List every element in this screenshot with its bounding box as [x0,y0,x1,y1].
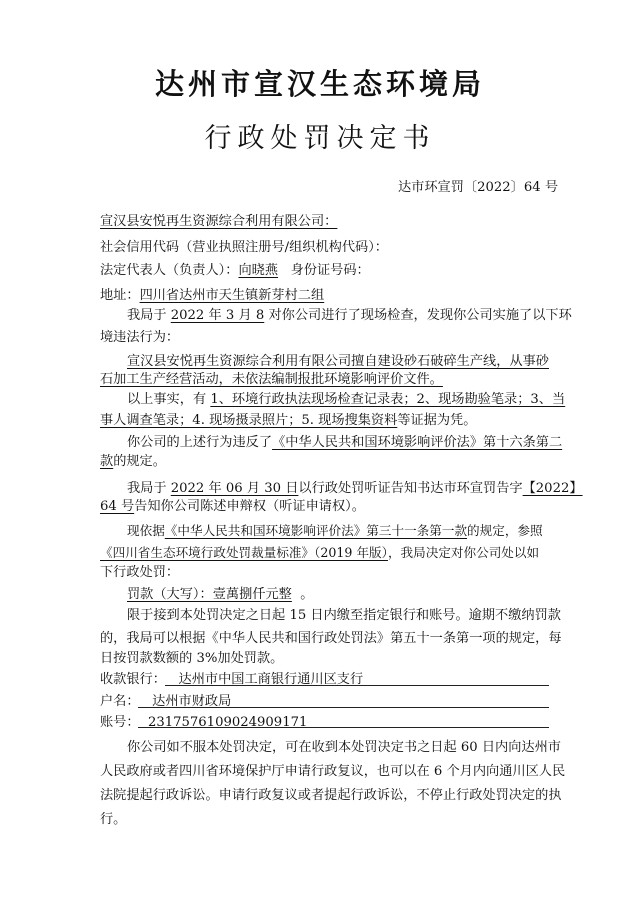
law-post: 的规定。 [113,454,166,469]
basis-post: ，我局决定对你公司处以如 [387,545,540,560]
account-name-underline [138,707,549,708]
evidence-line-2 [100,409,476,428]
account-name-label: 户名： [100,694,140,709]
id-number-label: 身份证号码： [290,263,370,278]
notice-pre: 我局于 [127,481,167,496]
legal-rep-name: 向晓燕 [238,263,279,278]
law-reference: 《中华人民共和国环境影响评价法》第十六条第二 [272,435,563,450]
evidence-list-2: 事人调查笔录；4. 现场摄录照片；5. 现场搜集资料 [100,413,398,428]
bank-underline [165,685,549,686]
appeal-line-4: 行。 [100,812,127,827]
fine-amount: 罚款（大写）：壹萬捌仟元整 [127,587,292,602]
hearing-notice-cont [100,495,365,514]
basis-law: 《中华人民共和国环境影响评价法》第三十一条第一款 [164,523,468,538]
law-pre: 你公司的上述行为违反了 [127,435,273,450]
penalty-basis-cont [100,542,539,561]
party-name: 宣汉县安悦再生资源综合利用有限公司： [100,214,338,229]
law-reference-cont: 款 [100,454,114,469]
payment-line-2: 的，我局可以根据《中华人民共和国行政处罚法》第五十一条第一项的规定，每 [100,631,562,646]
appeal-line-3: 法院提起行政诉讼。申请行政复议或者提起行政诉讼，不停止行政处罚决定的执 [100,788,562,803]
bank-name: 达州市中国工商银行通川区支行 [178,672,364,687]
penalty-basis-end: 下行政处罚： [100,565,180,580]
legal-representative-line [100,259,370,278]
credit-code-label: 社会信用代码（营业执照注册号/组织机构代码）： [100,240,388,255]
account-number-label: 账号： [100,715,140,730]
appeal-line-2: 人民政府或者四川省环境保护厅申请行政复议，也可以在 6 个月内向通川区人民 [100,764,566,779]
hearing-notice-line [127,477,583,496]
account-name: 达州市财政局 [152,694,232,709]
notice-date: 2022 年 06 月 30 日 [170,481,299,496]
address-value: 四川省达州市天生镇新芽村二组 [139,288,325,303]
notice-mid: 以行政处罚听证告知书达市环宣罚告字 [298,481,523,496]
address-label: 地址： [100,288,140,303]
account-number: 2317576109024909171 [147,715,308,730]
account-number-underline [138,727,549,728]
basis-mid: 的规定，参照 [467,523,543,538]
legal-rep-label: 法定代表人（负责人）： [100,263,239,278]
fine-amount-line [127,583,313,602]
notice-post: 告知你公司陈述申辩权（听证申请权）。 [134,499,365,514]
appeal-line-1: 你公司如不服本处罚决定，可在收到本处罚决定书之日起 60 日内向达州市 [127,740,561,755]
law-violated-line [127,431,562,450]
notice-ref: 【2022】 [522,481,583,496]
evidence-post: 等证据为凭。 [397,413,477,428]
inspection-paragraph [127,304,572,323]
document-number: 达市环宣罚〔2022〕64 号 [398,180,559,195]
basis-standard: 《四川省生态环境行政处罚裁量标准》（2019 年版） [100,545,388,560]
law-violated-cont [100,450,166,469]
violation-line-2: 石加工生产经营活动，未依法编制报批环境影响评价文件。 [100,372,443,387]
payment-line-1: 限于接到本处罚决定之日起 15 日内缴至指定银行和账号。逾期不缴纳罚款 [127,608,561,623]
evidence-list-1: 1、环境行政执法现场检查记录表；2、现场勘验笔录；3、当 [210,392,566,407]
document-type-title: 行政处罚决定书 [204,123,436,154]
fine-end: 。 [300,587,314,602]
inspection-post: 对你公司进行了现场检查，发现你公司实施了以下环 [268,308,572,323]
notice-ref-number: 64 号 [100,499,135,514]
inspection-date: 2022 年 3 月 8 [170,308,265,323]
violation-line-1: 宣汉县安悦再生资源综合利用有限公司擅自建设砂石破碎生产线，从事砂 [127,354,549,369]
bank-label: 收款银行： [100,672,166,687]
document-org-title: 达州市宣汉生态环境局 [154,67,485,101]
evidence-pre: 以上事实，有 [127,392,207,407]
evidence-line-1 [127,388,565,407]
inspection-paragraph-cont: 境违法行为： [100,330,180,345]
basis-pre: 现依据 [127,523,165,538]
address-line [100,284,324,303]
penalty-basis-line [127,520,543,539]
inspection-pre: 我局于 [127,308,167,323]
payment-line-3: 日按罚款数额的 3%加处罚款。 [100,651,284,666]
